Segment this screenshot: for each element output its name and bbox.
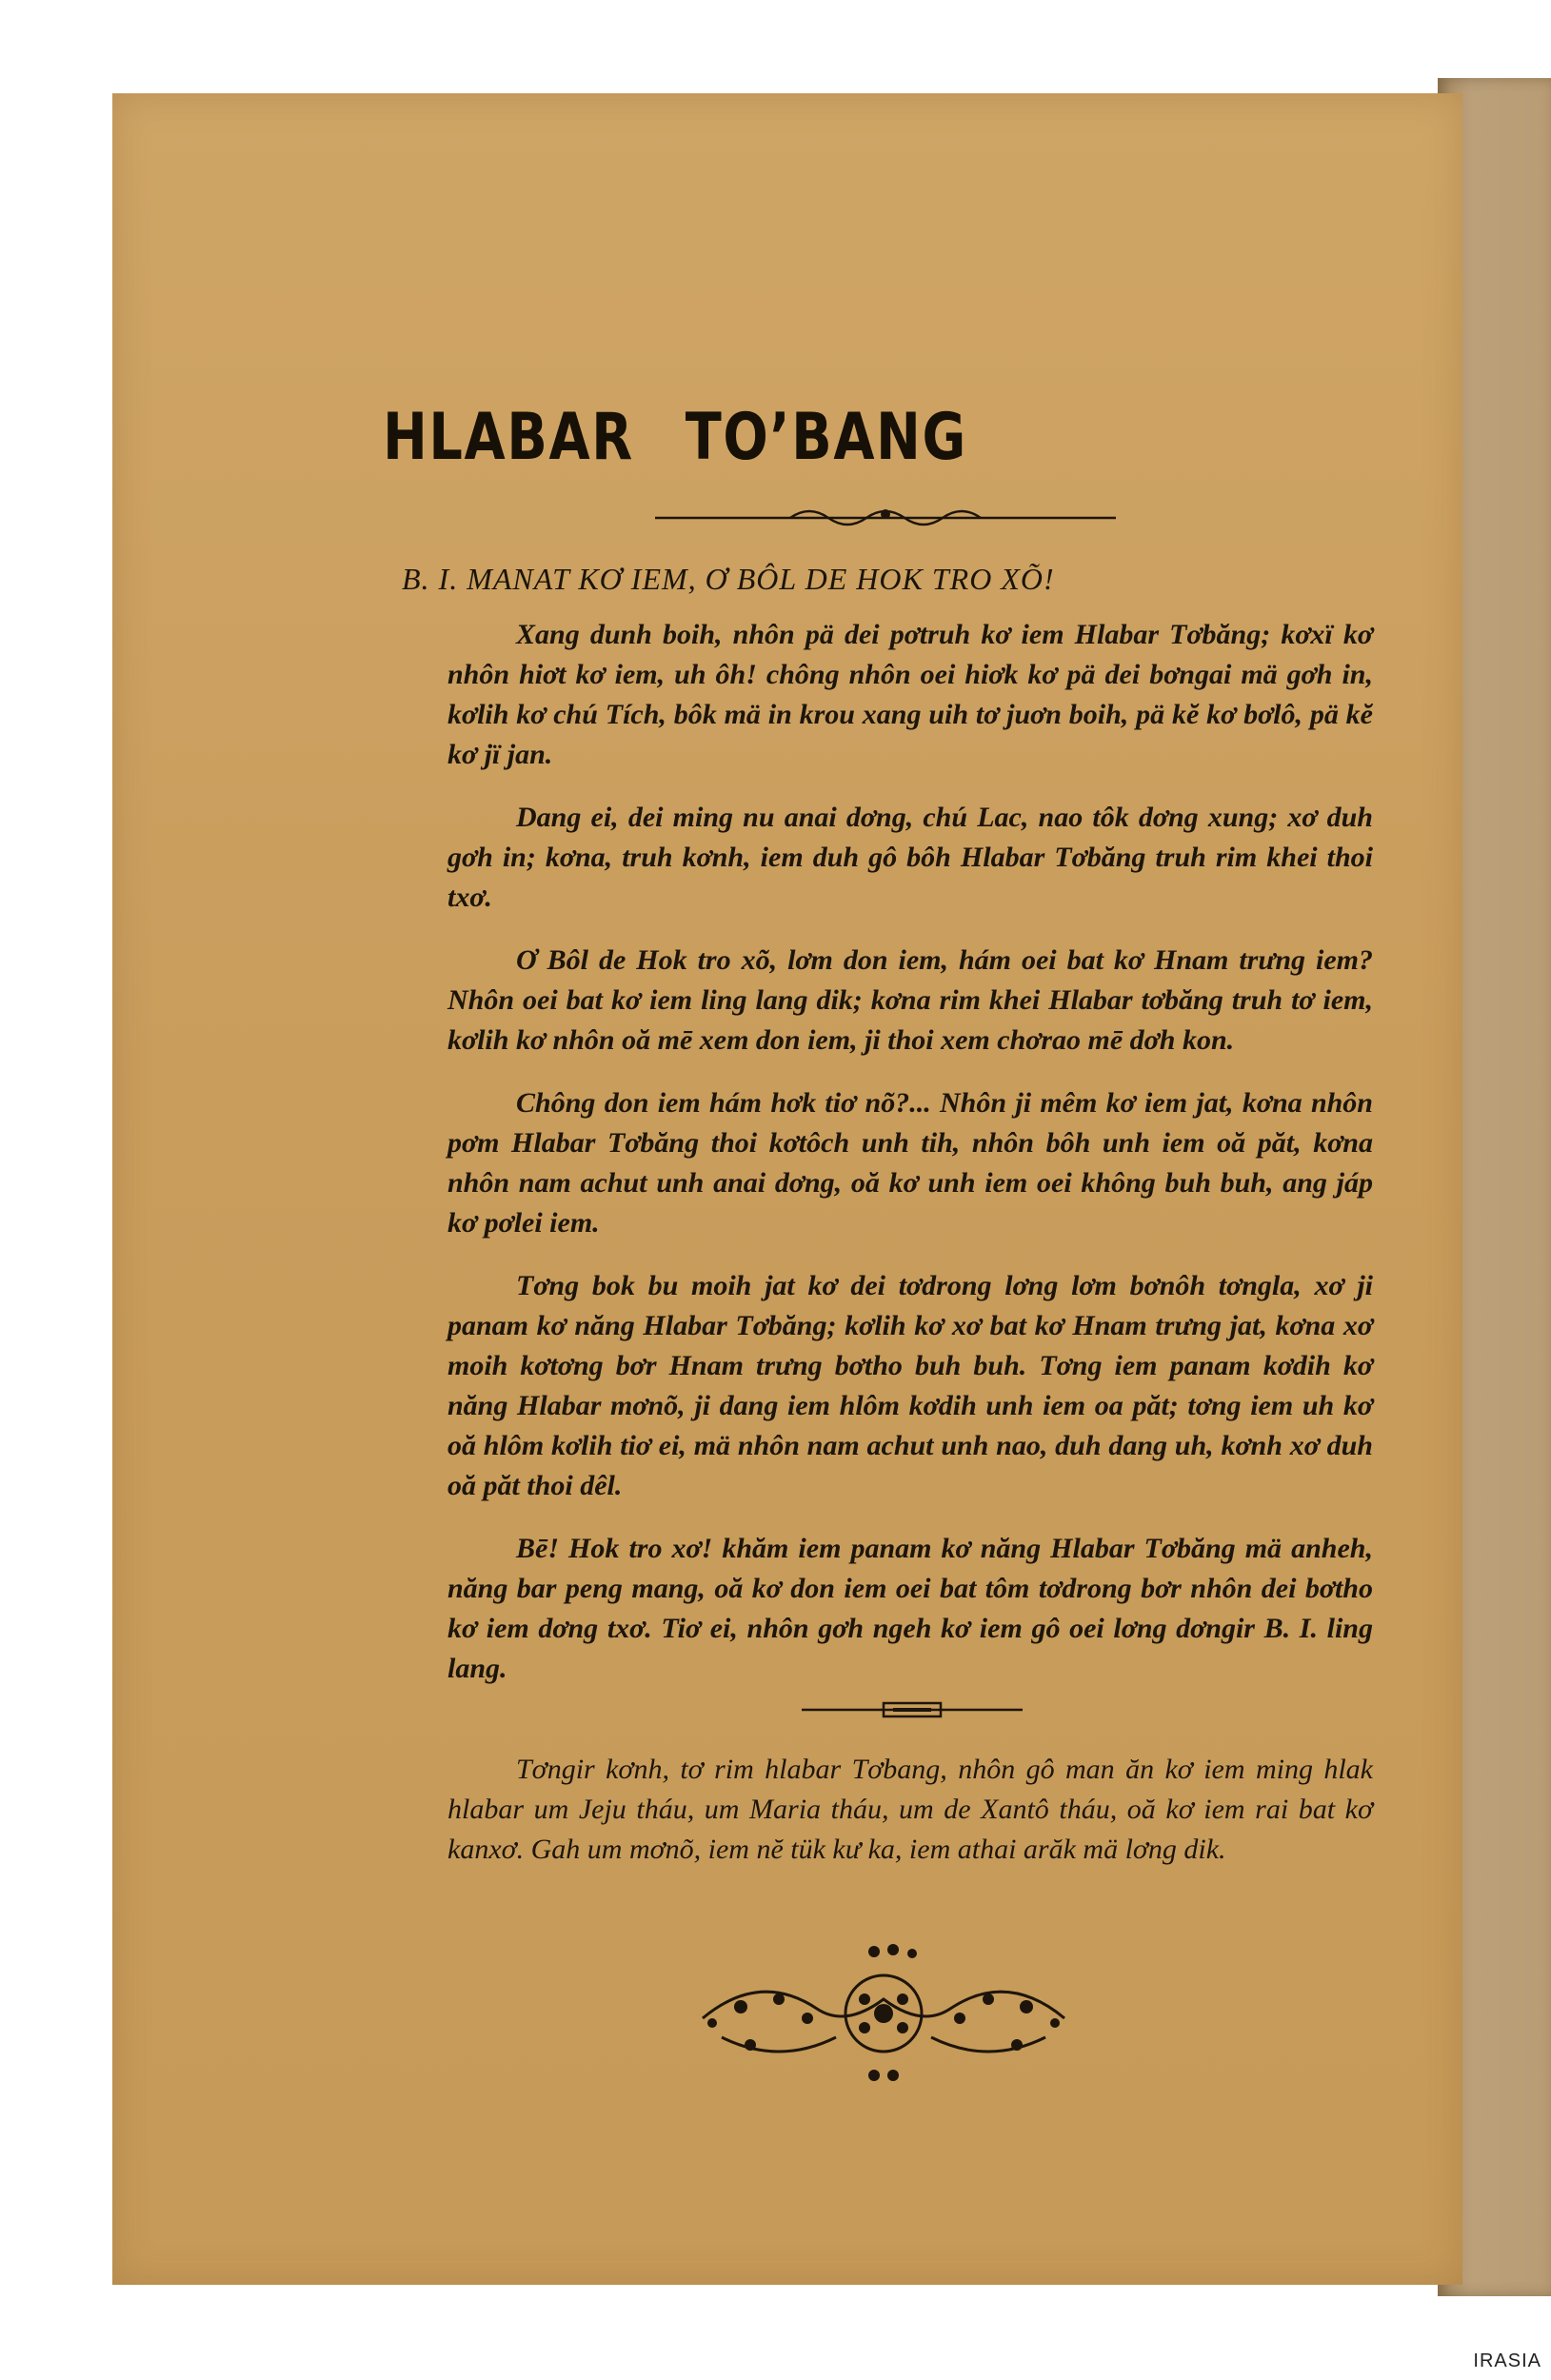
watermark-label: IRASIA xyxy=(1473,2350,1541,2371)
floral-ornament xyxy=(684,1933,1084,2085)
paragraph: Dang ei, dei ming nu anai dơng, chú Lac, nao tôk dơng xung; xơ duh gơh in; kơna, truh kơnh, iem duh gô bôh Hlabar Tơbăng truh rim khei thoi txơ. xyxy=(447,802,1373,913)
paragraph: Bē! Hok tro xơ! khăm iem panam kơ năng Hlabar Tơbăng mä anheh, năng bar peng mang, oă kơ don iem oei bat tôm tơdrong bơr nhôn dei bơtho kơ iem dơng txơ. Tiơ ei, nhôn gơh ngeh kơ iem gô oei lơng dơngir B. I. ling lang. xyxy=(447,1533,1373,1684)
body-text xyxy=(447,615,1373,1712)
document-title: HLABAR TO’BANG xyxy=(383,400,967,475)
closing-paragraph: Tơngir kơnh, tơ rim hlabar Tơbang, nhôn gô man ăn kơ iem ming hlak hlabar um Jeju tháu, um Maria tháu, um de Xantô tháu, oă kơ iem rai bat kơ kanxơ. Gah um mơnõ, iem nĕ tük kư ka, iem athai arăk mä lơng dik. xyxy=(447,1754,1373,1865)
paragraph: Ơ Bôl de Hok tro xõ, lơm don iem, hám oei bat kơ Hnam trưng iem? Nhôn oei bat kơ iem ling lang dik; kơna rim khei Hlabar tơbăng truh tơ iem, kơlih kơ nhôn oă mē xem don iem, ji thoi xem chơrao mē dơh kon. xyxy=(447,944,1373,1056)
paragraph: Chông don iem hám hơk tiơ nõ?... Nhôn ji mêm kơ iem jat, kơna nhôn pơm Hlabar Tơbăng thoi kơtôch unh tih, nhôn bôh unh iem oă păt, kơna nhôn nam achut unh anai dơng, oă kơ unh iem oei không buh buh, ang jáp kơ pơlei iem. xyxy=(447,1087,1373,1239)
paragraph: Tơng bok bu moih jat kơ dei tơdrong lơng lơm bơnôh tơngla, xơ ji panam kơ năng Hlabar Tơbăng; kơlih kơ xơ bat kơ Hnam trưng jat, kơna xơ moih kơtơng bơr Hnam trưng bơtho buh buh. Tơng iem panam kơdih kơ năng Hlabar mơnõ, ji dang iem hlôm kơdih unh iem oa păt; tơng iem uh kơ oă hlôm kơlih tiơ ei, mä nhôn nam achut unh nao, duh dang uh, kơnh xơ duh oă păt thoi dêl. xyxy=(447,1270,1373,1501)
section-divider-ornament xyxy=(798,1698,1026,1721)
section-heading: B. I. MANAT KƠ IEM, Ơ BÔL DE HOK TRO XÕ! xyxy=(402,562,1055,596)
paragraph: Xang dunh boih, nhôn pä dei pơtruh kơ iem Hlabar Tơbăng; kơxï kơ nhôn hiơt kơ iem, uh ôh! chông nhôn oei hiơk kơ pä dei bơngai mä gơh in, kơlih kơ chú Tích, bôk mä in krou xang uih tơ juơn boih, pä kĕ kơ bơlô, pä kĕ kơ jï jan. xyxy=(447,619,1373,770)
title-rule-ornament xyxy=(647,501,1123,529)
